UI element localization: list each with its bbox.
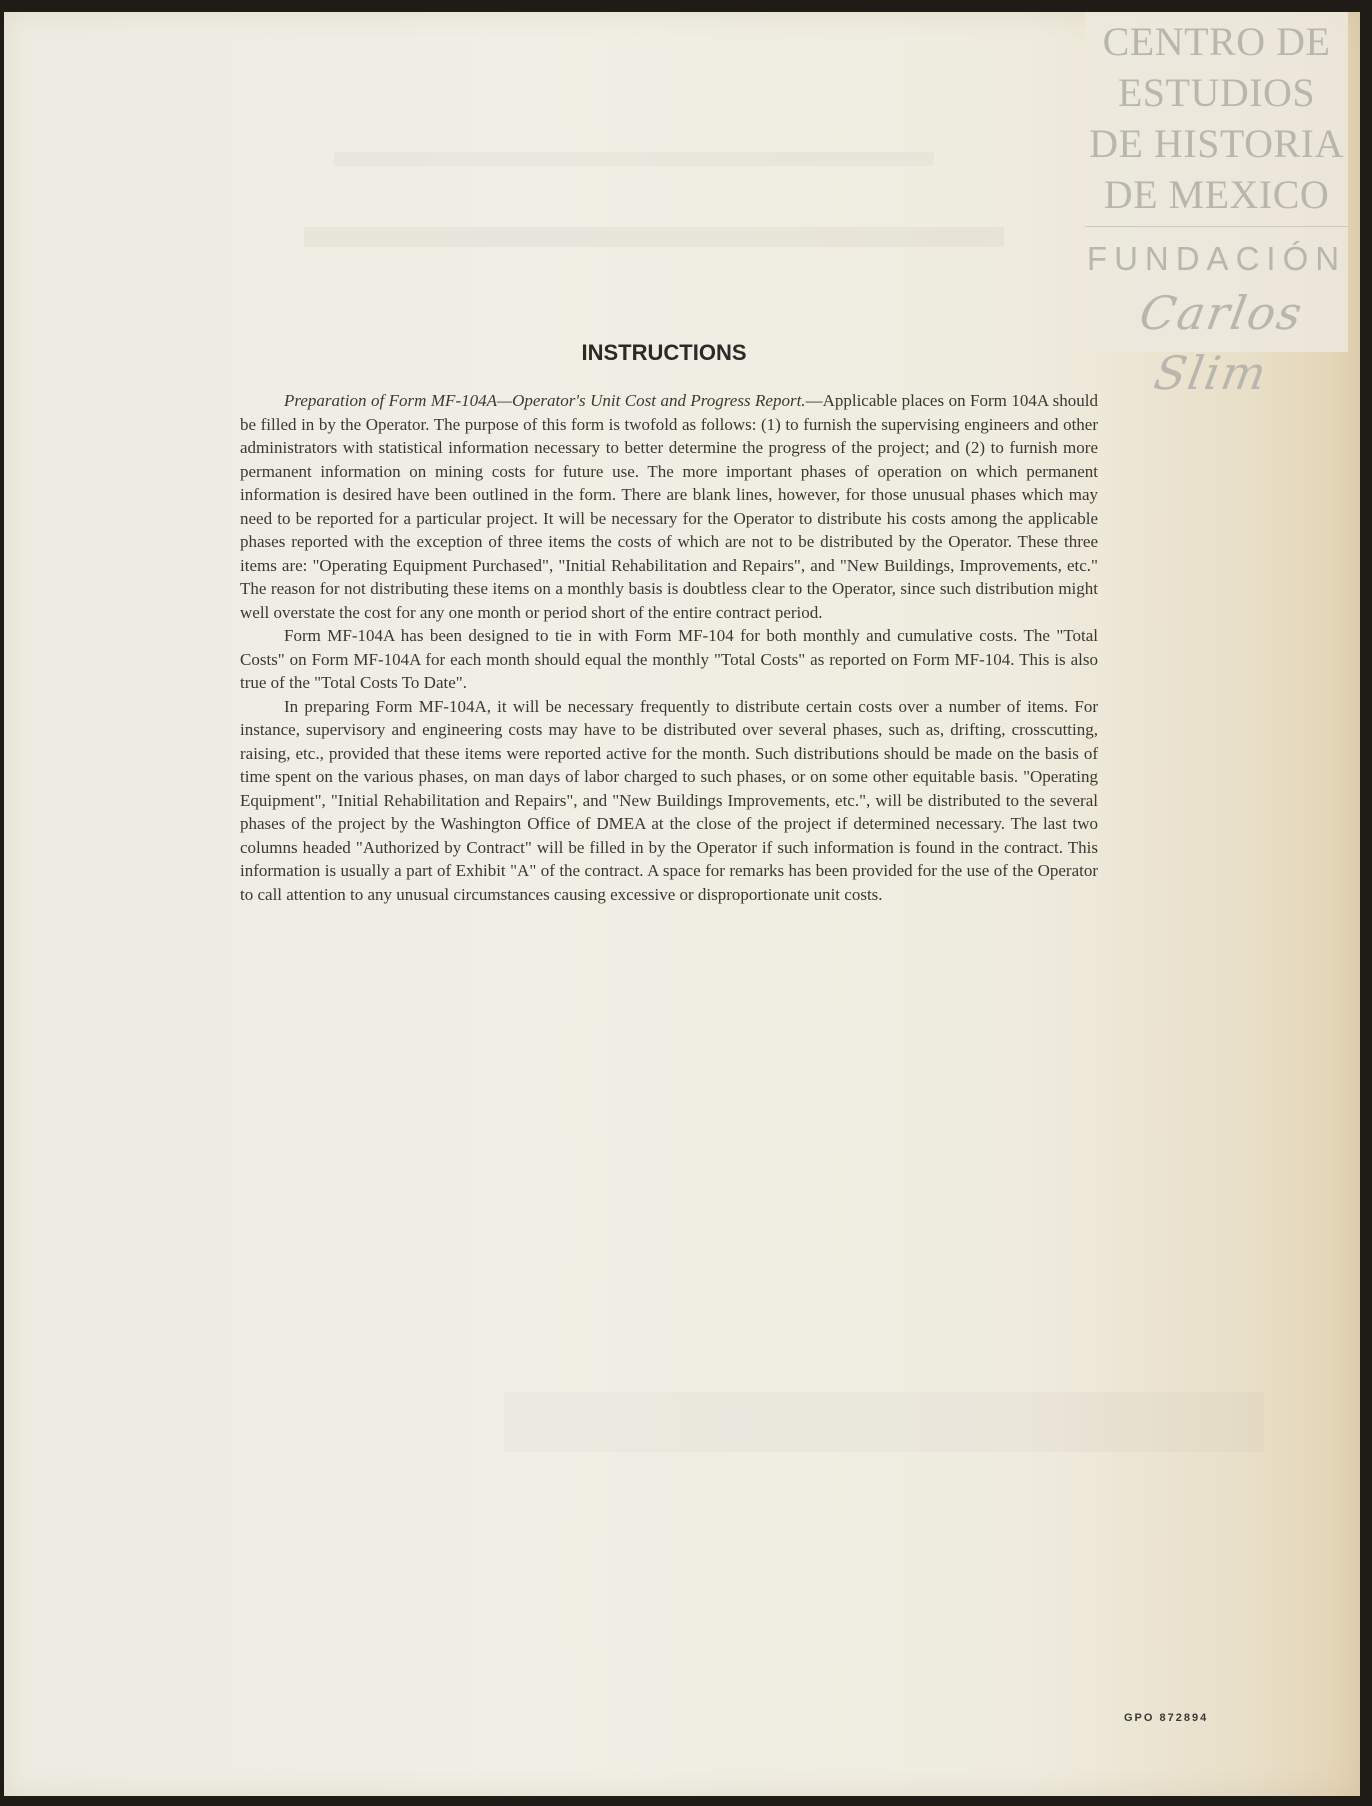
watermark-line: DE HISTORIA [1089,121,1344,166]
page-title: INSTRUCTIONS [581,340,747,365]
watermark-line: ESTUDIOS [1117,70,1316,115]
watermark-line: DE MEXICO [1103,172,1330,217]
instructions-body [240,389,1098,906]
watermark-fundacion: FUNDACIÓN [1086,240,1347,277]
paragraph-text: —Applicable places on Form 104A should be filled in by the Operator. The purpose of this form is twofold as follows: (1) to furnish the supervising engineers and other administrators with statistical information necessary to better determine the progress of the project; and (2) to furnish more permanent information on mining costs for future use. The more important phases of operation on which permanent information is desired have been outlined in the form. There are blank lines, however, for those unusual phases which may need to be reported for a particular project. It will be necessary for the Operator to distribute his costs among the applicable phases reported with the exception of three items the costs of which are not to be distributed by the Operator. These three items are: "Operating Equipment Purchased", "Initial Rehabilitation and Repairs", and "New Buildings, Improvements, etc." The reason for not distributing these items on a monthly basis is doubtless clear to the Operator, since such distribution might well overstate the cost for any one month or period short of the entire contract period. [240,391,1099,622]
paragraph: Form MF-104A has been designed to tie in with Form MF-104 for both monthly and cumulative costs. The "Total Costs" on Form MF-104A for each month should equal the monthly "Total Costs" as reported on Form MF-104. This is also true of the "Total Costs To Date". [240,626,1098,692]
watermark-institution [1085,12,1348,220]
watermark-signature: Carlos Slim [1135,286,1308,400]
watermark-divider [1085,226,1348,227]
show-through-band [304,227,1004,247]
archive-watermark [1085,12,1348,400]
paragraph [240,389,1098,624]
watermark-line: CENTRO DE [1102,19,1331,64]
show-through-band [504,1392,1264,1452]
paragraph: In preparing Form MF-104A, it will be necessary frequently to distribute certain costs over a number of items. For instance, supervisory and engineering costs may have to be distributed over several phases, such as, drifting, crosscutting, raising, etc., provided that these items were reported active for the month. Such distributions should be made on the basis of time spent on the various phases, on man days of labor charged to such phases, or on some other equitable basis. "Operating Equipment", "Initial Rehabilitation and Repairs", and "New Buildings Improvements, etc.", will be distributed to the several phases of the project by the Washington Office of DMEA at the close of the project if determined necessary. The last two columns headed "Authorized by Contract" will be filled in by the Operator if such information is found in the contract. This information is usually a part of Exhibit "A" of the contract. A space for remarks has been provided for the use of the Operator to call attention to any unusual circumstances causing excessive or disproportionate unit costs. [240,696,1098,904]
paragraph-heading: Preparation of Form MF-104A—Operator's Unit Cost and Progress Report. [284,391,806,410]
print-code: GPO 872894 [1124,1712,1209,1724]
show-through-band [334,152,934,166]
document-page [4,12,1360,1796]
